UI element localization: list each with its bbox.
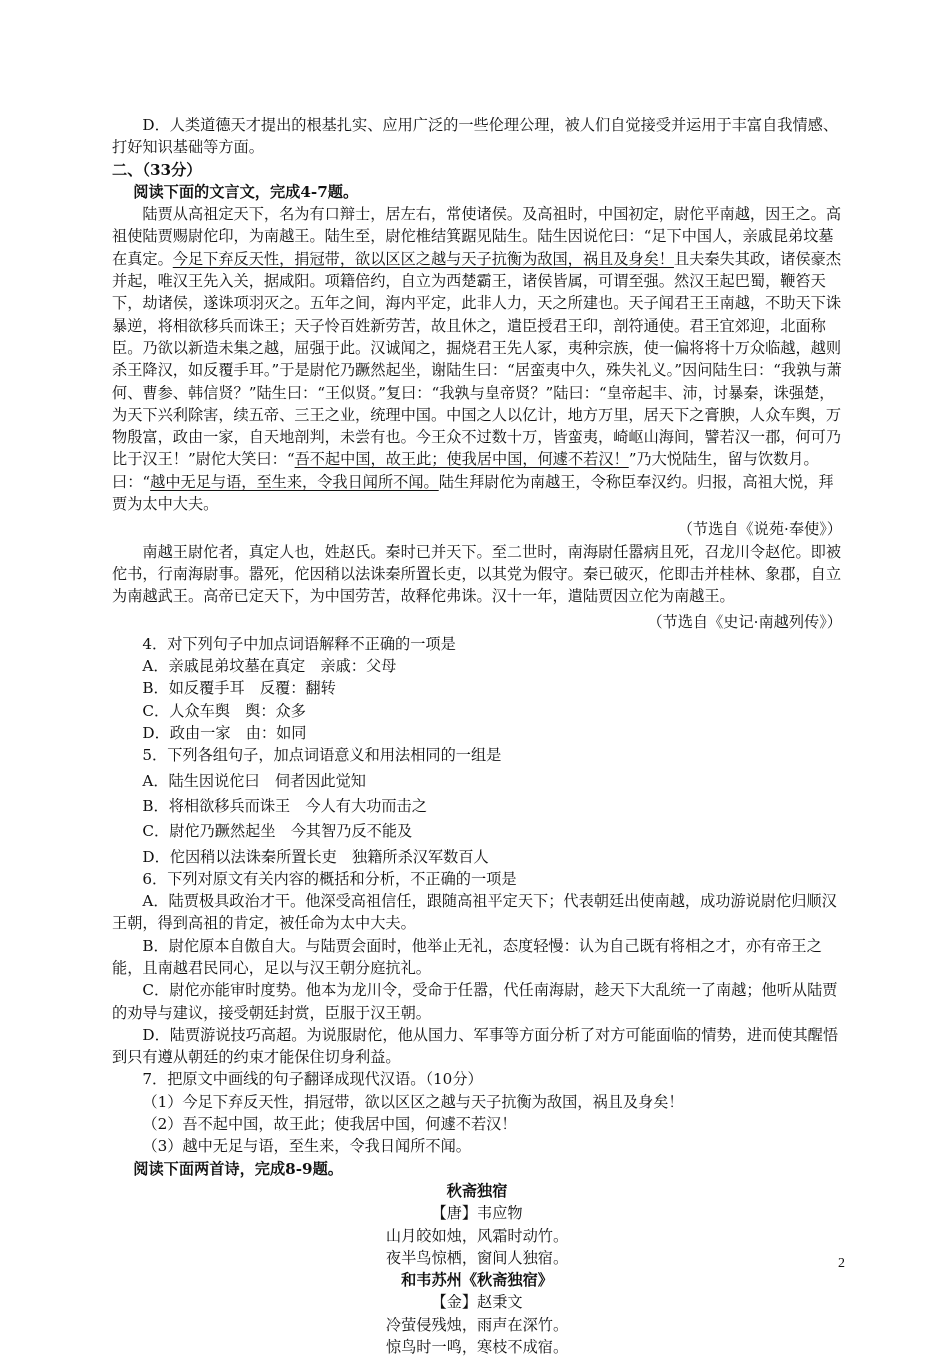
underlined-sentence-1: 今足下弃反天性，捐冠带，欲以区区之越与天子抗衡为敌国，祸且及身矣！ xyxy=(172,249,674,268)
q5-option-a: A．陆生因说佗曰 伺者因此觉知 xyxy=(142,771,366,790)
poem2-author: 【金】赵秉文 xyxy=(431,1293,523,1312)
option-d-text: D．人类道德天才提出的根基扎实、应用广泛的一些伦理公理，被人们自觉接受并运用于丰富自我情感、打好知识基础等方面。 xyxy=(112,116,839,157)
q5-stem: 5．下列各组句子，加点词语意义和用法相同的一组是 xyxy=(142,746,502,765)
q4-option-d: D．政由一家 由：如同 xyxy=(142,724,307,743)
passage2-source: （节选自《史记·南越列传》） xyxy=(647,612,842,631)
poem-1 xyxy=(112,1180,842,1269)
poem2-title: 和韦苏州《秋斋独宿》 xyxy=(401,1271,553,1290)
q4-option-c: C．人众车舆 舆：众多 xyxy=(142,701,306,720)
passage2-paragraph: 南越王尉佗者，真定人也，姓赵氏。秦时已并天下。至二世时，南海尉任嚣病且死，召龙川令赵佗。即被佗书，行南海尉事。嚣死，佗因稍以法诛秦所置长吏，以其党为假守。秦已破灭，佗即击并桂林、象郡，自立为南越武王。高帝已定天下，为中国劳苦，故释佗弗诛。汉十一年，遣陆贾因立佗为南越王。 xyxy=(112,542,842,606)
poem1-title: 秋斋独宿 xyxy=(446,1181,508,1200)
q5-option-d: D．佗因稍以法诛秦所置长吏 独籍所杀汉军数百人 xyxy=(142,847,489,866)
poem2-line-2: 惊鸟时一鸣，寒枝不成宿。 xyxy=(385,1338,569,1357)
passage1-paragraph xyxy=(112,203,842,515)
poems-instruction: 阅读下面两首诗，完成8-9题。 xyxy=(133,1159,343,1178)
page-content xyxy=(112,114,842,1358)
q6-option-c: C．尉佗亦能审时度势。他本为龙川令，受命于任嚣，代任南海尉，趁天下大乱统一了南越；他听从陆贾的劝导与建议，接受朝廷封赏，臣服于汉王朝。 xyxy=(112,981,838,1022)
passage1-source: （节选自《说苑·奉使》） xyxy=(677,520,842,539)
q5-option-c: C．尉佗乃蹶然起坐 今其智乃反不能及 xyxy=(142,822,413,841)
q4-option-a: A．亲戚昆弟坟墓在真定 亲戚：父母 xyxy=(142,657,397,676)
question-4 xyxy=(112,633,842,744)
poem-2 xyxy=(112,1269,842,1358)
underlined-sentence-2: 吾不起中国，故王此；使我居中国，何遽不若汉！ xyxy=(294,450,629,469)
q7-sentence-2: （2）吾不起中国，故王此；使我居中国，何遽不若汉！ xyxy=(142,1115,517,1134)
passage1-text-b: 且夫秦失其政，诸侯豪杰并起，唯汉王先入关，据咸阳。项籍倍约，自立为西楚霸王，诸侯皆属，可谓至强。然汉王起巴蜀，鞭笞天下，劫诸侯，遂诛项羽灭之。五年之间，海内平定，此非人力，天之所建也。天子闻君王王南越，不助天下诛暴逆，将相欲移兵而诛王；天子怜百姓新劳苦，故且休之，遣臣授君王印，剖符通使。君王宜郊迎，北面称臣。乃欲以新造未集之越，屈强于此。汉诚闻之，掘烧君王先人冢，夷种宗族，使一偏将将十万众临越，越则杀王降汉，如反覆手耳。”于是尉佗乃蹶然起坐，谢陆生曰：“居蛮夷中久，殊失礼义。”因问陆生曰：“我孰与萧何、曹参、韩信贤？”陆生曰：“王似贤。”复曰：“我孰与皇帝贤？”陆曰：“皇帝起丰、沛，讨暴秦，诛强楚，为天下兴利除害，续五帝、三王之业，统理中国。中国之人以亿计，地方万里，居天下之膏腴，人众车舆，万物殷富，政由一家，自天地剖判，未尝有也。今王众不过数十万，皆蛮夷，崎岖山海间，譬若汉一郡，何可乃比于汉王！”尉佗大笑曰：“ xyxy=(112,249,842,469)
q7-sentence-1: （1）今足下弃反天性，捐冠带，欲以区区之越与天子抗衡为敌国，祸且及身矣！ xyxy=(142,1092,684,1111)
section-instruction: 阅读下面的文言文，完成4-7题。 xyxy=(133,182,359,201)
q6-stem: 6．下列对原文有关内容的概括和分析，不正确的一项是 xyxy=(142,869,517,888)
q7-stem: 7．把原文中画线的句子翻译成现代汉语。（10分） xyxy=(142,1070,483,1089)
q5-option-b: B．将相欲移兵而诛王 今人有大功而击之 xyxy=(142,796,427,815)
section-heading: 二、（33分） xyxy=(112,160,202,179)
q4-option-b: B．如反覆手耳 反覆：翻转 xyxy=(142,679,336,698)
passage1-text-a: 陆贾从高祖定天下，名为有口辩士，居左右，常使诸侯。及高祖时，中国初定，尉佗平南越，因王之。高祖使陆贾赐尉佗印，为南越王。陆生至，尉佗椎结箕踞见陆生。陆生因说佗曰：“足下中国人，亲戚昆弟坟墓在真定。 xyxy=(112,205,842,268)
poem1-author: 【唐】韦应物 xyxy=(431,1204,523,1223)
passage1-text-d: 陆生拜尉佗为南越王，令称臣奉汉约。归报，高祖大悦，拜贾为太中大夫。 xyxy=(112,472,834,514)
poem1-line-2: 夜半鸟惊栖，窗间人独宿。 xyxy=(385,1248,569,1267)
question-5 xyxy=(112,744,842,867)
poem2-line-1: 冷萤侵残烛，雨声在深竹。 xyxy=(385,1315,569,1334)
q4-stem: 4．对下列句子中加点词语解释不正确的一项是 xyxy=(142,634,456,653)
poem1-line-1: 山月皎如烛，风霜时动竹。 xyxy=(385,1226,569,1245)
question-7 xyxy=(112,1068,842,1157)
q6-option-b: B．尉佗原本自傲自大。与陆贾会面时，他举止无礼，态度轻慢：认为自己既有将相之才，亦有帝王之能，且南越君民同心，足以与汉王朝分庭抗礼。 xyxy=(112,936,822,977)
q7-sentence-3: （3）越中无足与语，至生来，令我日闻所不闻。 xyxy=(142,1137,471,1156)
passage1-text-c: ”乃大悦陆生，留与饮数月。曰：“ xyxy=(112,450,819,491)
underlined-sentence-3: 越中无足与语，至生来，令我日闻所不闻。 xyxy=(150,472,439,491)
q6-option-d: D．陆贾游说技巧高超。为说服尉佗，他从国力、军事等方面分析了对方可能面临的情势，进而使其醒悟到只有遵从朝廷的约束才能保住切身利益。 xyxy=(112,1025,839,1067)
q6-option-a: A．陆贾极具政治才干。他深受高祖信任，跟随高祖平定天下；代表朝廷出使南越，成功游说尉佗归顺汉王朝，得到高祖的肯定，被任命为太中大夫。 xyxy=(112,892,837,933)
question-6 xyxy=(112,868,842,1069)
page-number: 2 xyxy=(838,1256,845,1271)
